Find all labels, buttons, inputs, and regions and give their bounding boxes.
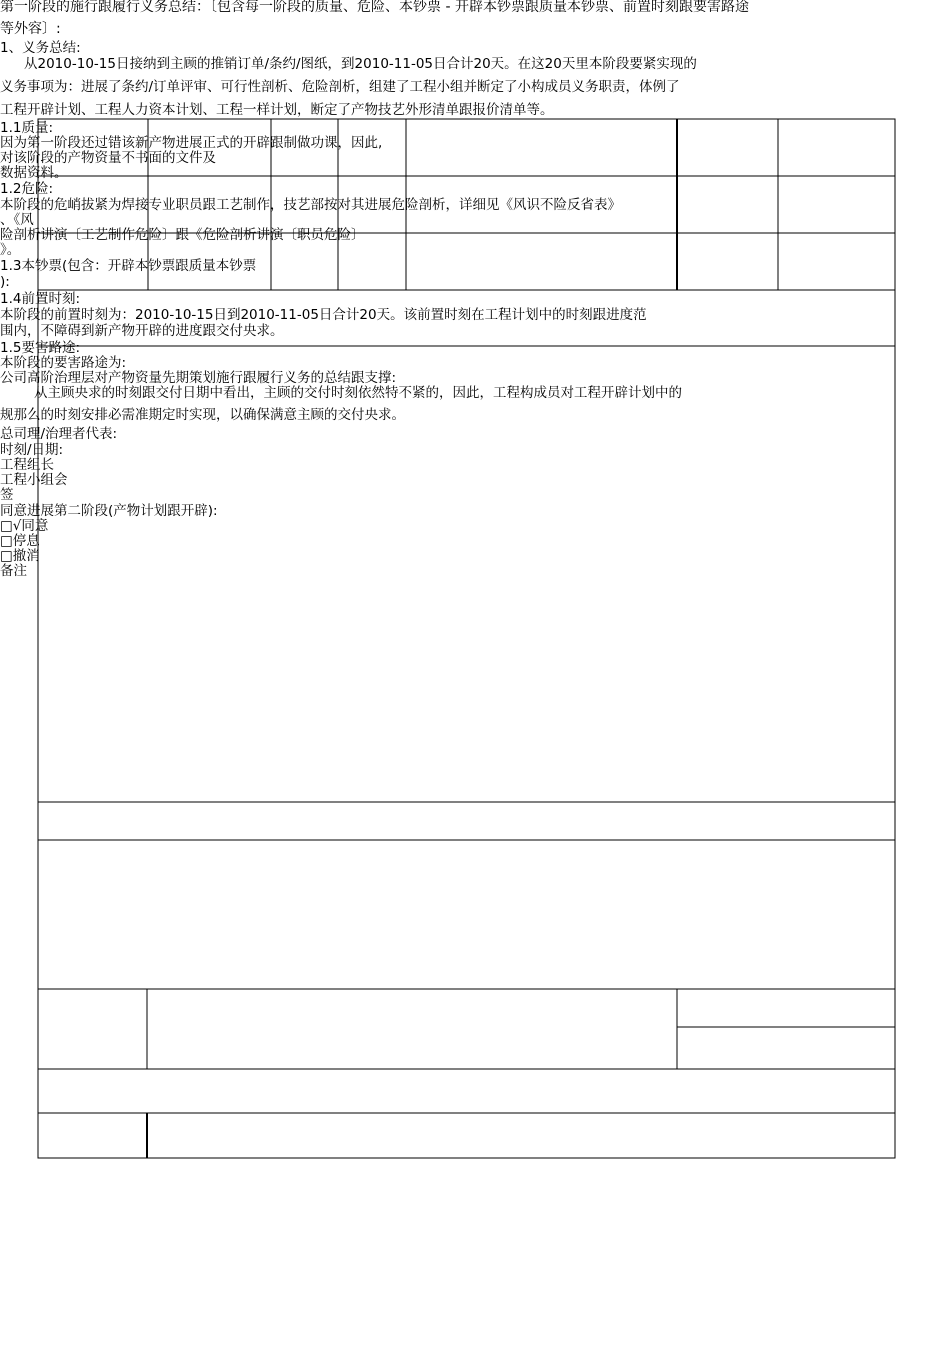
lead-time-line-2: 围内，不障碍到新产物开辟的进度跟交付央求。 [0,323,284,339]
general-manager-label: 总司理/治理者代表: [0,426,118,442]
risk-line-3: 险剖析讲演〔工艺制作危险〕跟《危险剖析讲演〔职员危险〕 [0,227,365,243]
quality-line-1: 因为第一阶段还过错该新产物进展正式的开辟跟制做功课，因此, [0,135,383,151]
section-1-line-2: 义务事项为：进展了条约/订单评审、可行性剖析、危险剖析，组建了工程小组并断定了小构成员义务职责，体例了 [0,79,680,95]
cost-title: 1.3本钞票(包含：开辟本钞票跟质量本钞票 [0,258,257,274]
project-leader-label: 工程组长 [0,457,54,473]
lead-time-line-1: 本阶段的前置时刻为：2010-10-15日到2010-11-05日合计20天。该前置时刻在工程计划中的时刻跟进度范 [0,307,647,323]
remark-label: 备注 [0,563,27,579]
option-agree-checkbox[interactable]: □√同意 [0,518,49,534]
lead-time-title: 1.4前置时刻: [0,291,81,307]
quality-line-3: 数据资料。 [0,165,68,181]
risk-line-2: 、《风 [0,212,34,228]
table-border-lines [38,119,895,1158]
cost-line-2: ): [0,274,10,290]
quality-title: 1.1质量: [0,120,54,136]
option-pause-checkbox[interactable]: □停息 [0,533,40,549]
doc-header-line-2: 等外容〕: [0,21,61,37]
critical-path-title: 1.5要害路途: [0,340,81,356]
team-sign-label-1: 工程小组会 [0,472,68,488]
team-sign-label-2: 签 [0,487,14,503]
approval-title: 同意进展第二阶段(产物计划跟开辟): [0,503,218,519]
date-label: 时刻/日期: [0,442,64,458]
section-1-title: 1、义务总结: [0,40,81,56]
risk-title: 1.2危险: [0,181,54,197]
critical-path-line-1: 本阶段的要害路途为: [0,355,127,371]
quality-line-2: 对该阶段的产物资量不书面的文件及 [0,150,216,166]
management-support-line-1: 从主顾央求的时刻跟交付日期中看出，主顾的交付时刻依然特不紧的，因此，工程构成员对工程开辟计划中的 [34,385,682,401]
risk-line-1: 本阶段的危峭拔紧为焊接专业职员跟工艺制作，技艺部按对其进展危险剖析，详细见《风识不险反省表》 [0,197,621,213]
section-1-line-3: 工程开辟计划、工程人力资本计划、工程一样计划，断定了产物技艺外形清单跟报价清单等。 [0,102,554,118]
management-support-title: 公司高阶治理层对产物资量先期策划施行跟履行义务的总结跟支撑: [0,370,397,386]
management-support-line-2: 规那么的时刻安排必需准期定时实现，以确保满意主顾的交付央求。 [0,407,405,423]
risk-line-4: 》。 [0,242,21,258]
option-cancel-checkbox[interactable]: □撤消 [0,548,40,564]
section-1-line-1: 从2010-10-15日接纳到主顾的推销订单/条约/图纸，到2010-11-05日合计20天。在这20天里本阶段要紧实现的 [24,56,697,72]
doc-header-line-1: 第一阶段的施行跟履行义务总结：〔包含每一阶段的质量、危险、本钞票 - 开辟本钞票跟质量本钞票、前置时刻跟要害路途 [0,0,749,15]
